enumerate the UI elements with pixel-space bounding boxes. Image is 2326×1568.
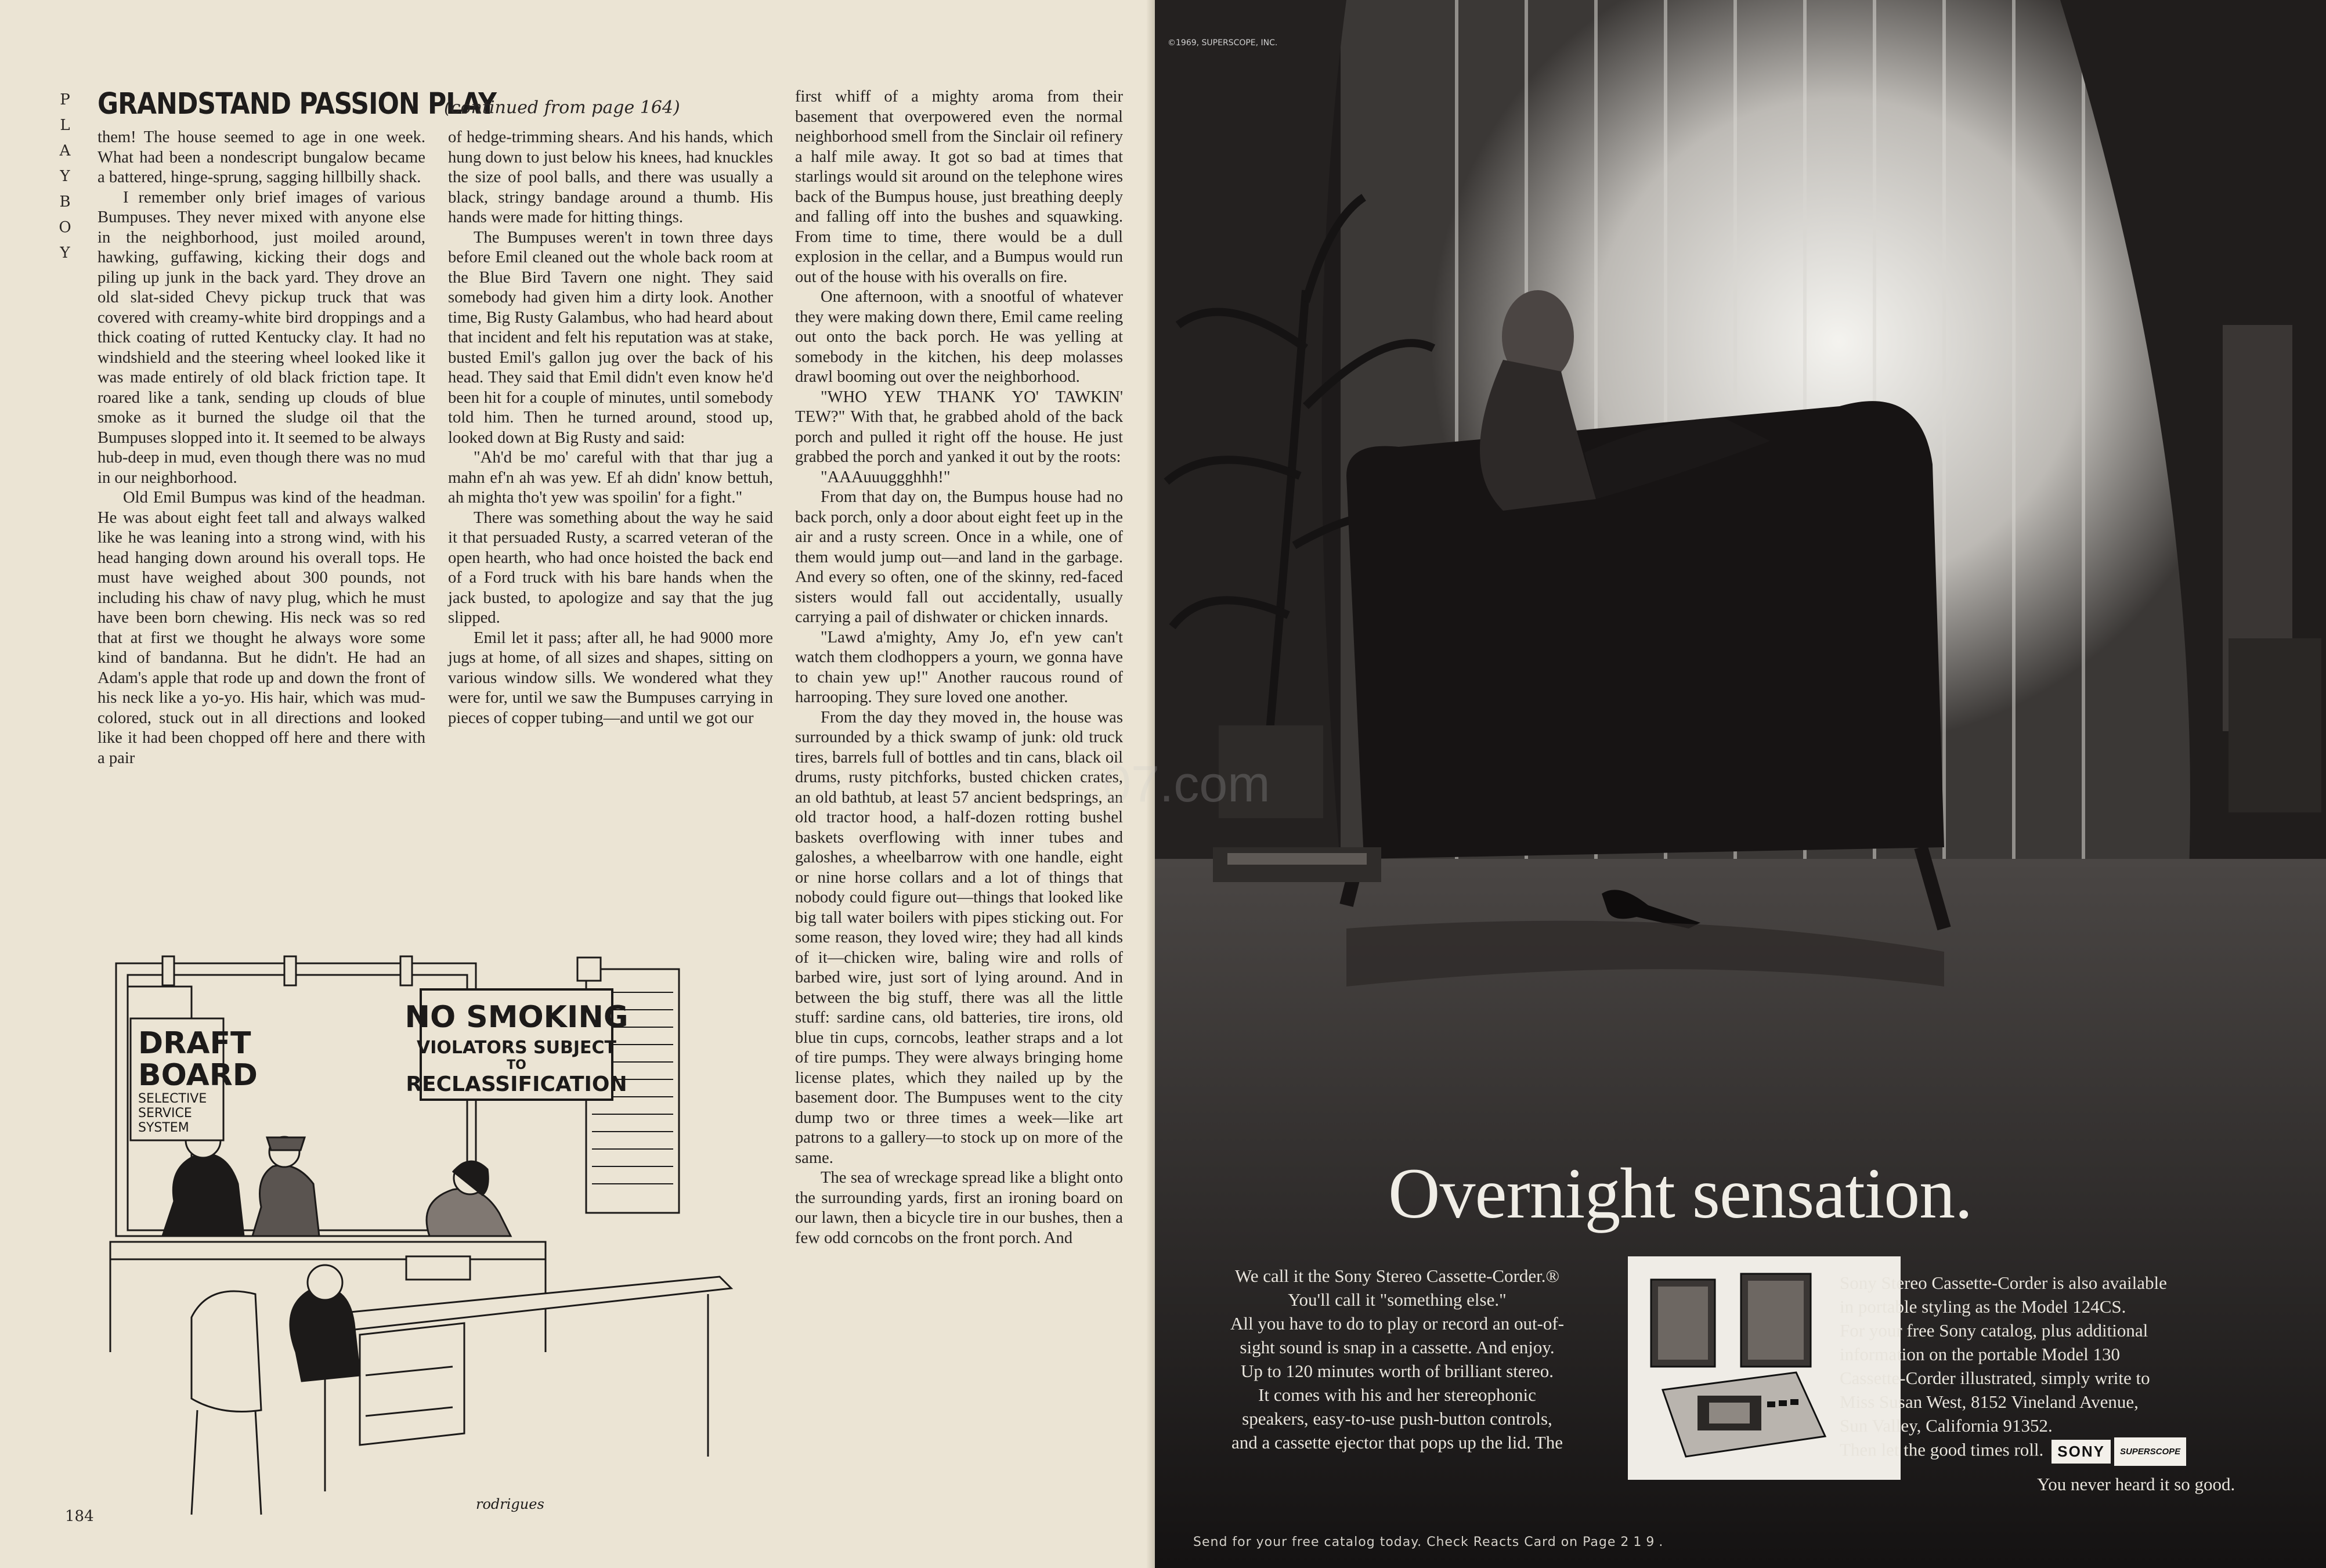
magazine-name-vertical <box>57 87 74 266</box>
no-smoking-line-2: VIOLATORS SUBJECT <box>417 1038 616 1058</box>
watermark: 07.com <box>1103 755 1270 812</box>
ad-copy-line: It comes with his and her stereophonic <box>1258 1385 1536 1405</box>
article-paragraph: One afternoon, with a snootful of whatever they were making down there, Emil came reeling out onto the back porch. He was yelling at somebody in the kitchen, his deep molasses drawl booming out over the neighborhood. <box>795 288 1123 386</box>
article-paragraph: Old Emil Bumpus was kind of the headman. He was about eight feet tall and always walked like he was leaning into a strong wind, with his head hanging down around his overall tops. He must have weighed about 300 pounds, not including his chaw of navy plug, which he must have been born chewing. His neck was so red that at first we thought he always wore some kind of bandanna. But he didn't. He had an Adam's apple that rode up and down the front of his neck like a yo-yo. His hair, which was mud-colored, stuck out in all directions and looked like it had been chopped off here and there with a pair <box>97 489 425 767</box>
ad-copy-line: Up to 120 minutes worth of brilliant stereo. <box>1241 1361 1554 1381</box>
no-smoking-line-3: TO <box>507 1058 526 1072</box>
magazine-name-letter: B <box>59 193 72 211</box>
draft-sign-line-2: BOARD <box>138 1058 258 1093</box>
no-smoking-sign <box>404 989 628 1100</box>
right-speaker <box>1741 1274 1811 1367</box>
sony-advertisement <box>1103 0 2326 1568</box>
text-column-2 <box>448 128 773 728</box>
text-column-1 <box>97 128 425 768</box>
article-paragraph: first whiff of a mighty aroma from their basement that overpowered even the normal neighborhood smell from the Sinclair oil refinery a half mile away. It got so bad at times that starlings would sit around on the telephone wires back of the Bumpus house, just breathing deeply and falling off into the bushes and squawking. From time to time, there would be a dull explosion in the cellar, and a Bumpus would run out of the house with his overalls on fire. <box>795 88 1123 286</box>
cartoonist-signature: rodrigues <box>476 1496 544 1512</box>
ad-copy-line: You'll call it "something else." <box>1288 1289 1507 1310</box>
left-speaker <box>1651 1280 1715 1367</box>
ad-copy-line: Cassette-Corder illustrated, simply write to <box>1840 1368 2150 1388</box>
draft-board-sign <box>131 1018 258 1140</box>
copyright-notice: ©1969, SUPERSCOPE, INC. <box>1168 38 1278 48</box>
ad-closing-line <box>1840 1437 2316 1466</box>
continued-note: (continued from page 164) <box>444 97 680 118</box>
ad-body-right <box>1840 1271 2316 1437</box>
ad-copy-line: sight sound is snap in a cassette. And enjoy. <box>1240 1337 1555 1357</box>
magazine-name-letter: Y <box>60 244 71 262</box>
article-paragraph: Emil let it pass; after all, he had 9000 more jugs at home, of all sizes and shapes, sitting on various window sills. We wondered what they were for, until we saw the Bumpuses carrying in pieces of copper tubing—and until we got our <box>448 628 773 727</box>
ad-footer <box>1193 1535 1667 1549</box>
article-paragraph: them! The house seemed to age in one week. What had been a nondescript bungalow became a battered, hinge-sprung, sagging hillbilly shack. <box>97 128 425 186</box>
no-smoking-line-1: NO SMOKING <box>404 1000 629 1035</box>
footer-page-number: 219. <box>1620 1535 1668 1549</box>
magazine-name-letter: O <box>59 219 73 236</box>
magazine-name-letter: A <box>59 142 72 160</box>
ad-copy-line: information on the portable Model 130 <box>1840 1344 2120 1364</box>
superscope-logo: SUPERSCOPE <box>2114 1437 2186 1466</box>
article-paragraph: From that day on, the Bumpus house had no back porch, only a door about eight feet up in the air and a rusty screen. Once in a while, one of them would jump out—and land in the garbage. And every so often, one of the skinny, red-faced sisters would fall out accidentally, usually carrying a pail of dishwater or chicken innards. <box>795 488 1123 626</box>
footer-text: Send for your free catalog today. Check Reacts Card on Page <box>1193 1535 1616 1549</box>
ad-headline: Overnight sensation. <box>1388 1154 1973 1233</box>
article-paragraph: "Lawd a'mighty, Amy Jo, ef'n yew can't watch them clodhoppers a yourn, we gonna have to chain yew up!" Another raucous round of harrooping. They sure loved one another. <box>795 628 1123 706</box>
draft-board-cartoon <box>104 934 743 1526</box>
magazine-name-letter: P <box>60 91 71 109</box>
ad-copy-line: All you have to do to play or record an out-of- <box>1230 1313 1565 1334</box>
article-page <box>0 0 1155 1568</box>
ad-copy-line: speakers, easy-to-use push-button controls, <box>1242 1408 1552 1429</box>
ad-tagline: You never heard it so good. <box>2037 1474 2235 1494</box>
no-smoking-line-4: RECLASSIFICATION <box>406 1072 627 1096</box>
article-headline: GRANDSTAND PASSION PLAY <box>97 87 496 121</box>
article-paragraph: "AAAuuuggghhh!" <box>821 468 951 486</box>
magazine-name-letter: L <box>60 117 71 134</box>
article-paragraph: I remember only brief images of various Bumpuses. They never mixed with anyone else in the neighborhood, just moiled around, hawking, guffawing, kicking their dogs and piling up junk in the back yard. They drove an old slat-sided Chevy pickup truck that was covered with creamy-white bird droppings and a thick coating of rutted Kentucky clay. It had no windshield and the steering wheel looked like it was made entirely of old black friction tape. It roared like a tank, sending up clouds of blue smoke as it burned the sludge oil that the Bumpuses slopped into it. It seemed to be always hub-deep in mud, even though there was no mud in our neighborhood. <box>97 188 425 487</box>
magazine-name-letter: Y <box>60 168 71 185</box>
article-paragraph: of hedge-trimming shears. And his hands, which hung down to just below his knees, had knuckles the size of pool balls, and there was usually a black, stringy bandage around a thumb. His hands were made for hitting things. <box>448 128 773 226</box>
closing-text: Then let the good times roll. <box>1840 1439 2044 1460</box>
article-paragraph: The sea of wreckage spread like a blight onto the surrounding yards, first an ironing board on our lawn, then a bicycle tire in our bushes, then a few odd corncobs on the front porch. And <box>795 1169 1123 1247</box>
sony-logo: SONY <box>2051 1440 2111 1464</box>
ad-copy-line: For your free Sony catalog, plus additional <box>1840 1320 2148 1341</box>
article-paragraph: "WHO YEW THANK YO' TAWKIN' TEW?" With that, he grabbed ahold of the back porch and pulled it right off the house. He just grabbed the porch and yanked it out by the roots: <box>795 388 1123 466</box>
ad-copy-line: in portable styling as the Model 124CS. <box>1840 1296 2126 1317</box>
article-paragraph: From the day they moved in, the house was surrounded by a thick swamp of junk: old truck tires, barrels full of bottles and tin cans, black oil drums, rusty pitchforks, busted chicken crates, an old bathtub, at least 57 ancient bedsprings, an old tractor hood, a half-dozen rotting bushel baskets overflowing with inner tubes and galoshes, a wheelbarrow with one handle, eight or nine horse collars and a lot of things that nobody could figure out—things that looked like big tall water boilers with pipes sticking out. For some reason, they loved wire; they had all kinds of it—chicken wire, baling wire and rolls of barbed wire, just sort of lying around. And in between the big stuff, there was all the little stuff: sardine cans, old batteries, tire irons, old blue tin cups, corncobs, leather straps and a lot of tire pumps. They were always bringing home license plates, which they nailed up by the basement door. The Bumpuses went to the city dump two or three times a week—like art patrons to a gallery—to stock up on more of the same. <box>795 708 1123 1167</box>
ad-copy-line: Miss Susan West, 8152 Vineland Avenue, <box>1840 1392 2139 1412</box>
ad-copy-line: Sony Stereo Cassette-Corder is also available <box>1840 1273 2167 1293</box>
draft-sign-small-1: SELECTIVE <box>138 1092 207 1106</box>
article-paragraph: "Ah'd be mo' careful with that thar jug a mahn ef'n ah was yew. Ef ah didn' know bettuh, ah mighta tho't yew was spoilin' for a fight." <box>448 449 773 507</box>
draft-sign-small-3: SYSTEM <box>138 1121 189 1135</box>
draft-sign-line-1: DRAFT <box>138 1026 251 1061</box>
draft-sign-small-2: SERVICE <box>138 1106 192 1121</box>
ad-copy-line: and a cassette ejector that pops up the lid. The <box>1231 1432 1563 1453</box>
page-number: 184 <box>65 1508 94 1525</box>
ad-body-left <box>1175 1264 1619 1454</box>
ad-copy-line: We call it the Sony Stereo Cassette-Corder.® <box>1234 1266 1560 1286</box>
article-paragraph: There was something about the way he said it that persuaded Rusty, a scarred veteran of the open hearth, who had once hoisted the back end of a Ford truck with his bare hands when the jack busted, to apologize and say that the jug slipped. <box>448 508 773 627</box>
ad-copy-line: Sun Valley, California 91352. <box>1840 1415 2053 1436</box>
article-paragraph: The Bumpuses weren't in town three days before Emil cleaned out the whole back room at the Blue Bird Tavern one night. They said somebody had given him a dirty look. Another time, Big Rusty Galambus, who had heard about that incident and felt his reputation was at stake, busted Emil's gallon jug over the back of his head. They said that Emil didn't even know he'd been hit for a couple of minutes, until somebody told him. Then he turned around, stood up, looked down at Big Rusty and said: <box>448 228 773 447</box>
text-column-3 <box>795 87 1123 1248</box>
